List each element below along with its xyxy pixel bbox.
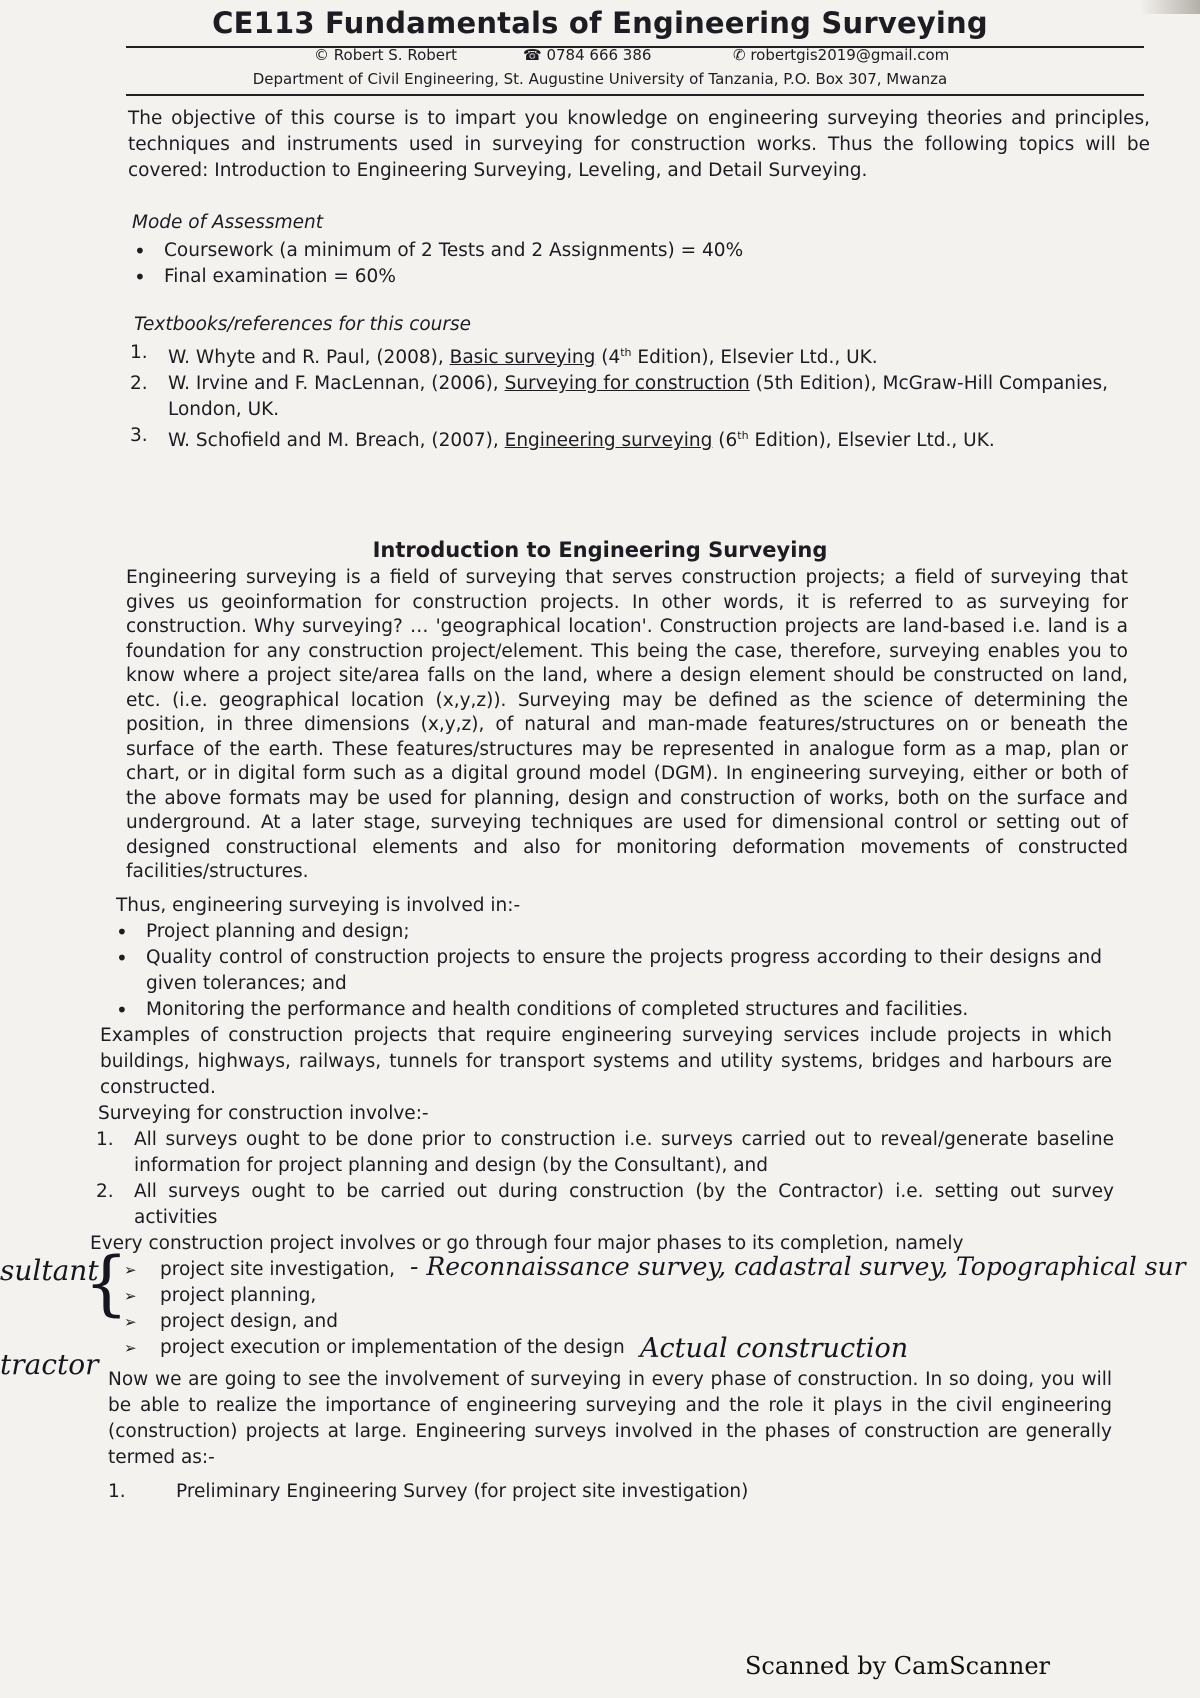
construction-item — [96, 1127, 1114, 1179]
construction-lead: Surveying for construction involve:- — [98, 1103, 429, 1124]
textbook-number: 3. — [130, 425, 148, 447]
phases-lead: Every construction project involves or go through four major phases to its completion, namely — [90, 1233, 964, 1254]
involved-lead: Thus, engineering surveying is involved in:- — [116, 895, 521, 916]
closing-paragraph: Now we are going to see the involvement of surveying in every phase of construction. In so doing, you will be able to realize the importance of engineering surveying and the role it plays in the civil engineering (construction) projects at large. Engineering surveys involved in the phases of construction are generally termed as:- — [108, 1369, 1112, 1468]
textbook-title: Basic surveying — [449, 347, 596, 369]
course-objective: The objective of this course is to impart you knowledge on engineering surveying theories and principles, techniques and instruments used in surveying for construction works. Thus the following topics will be covered: Introduction to Engineering Surveying, Leveling, and Detail Surveying. — [128, 108, 1150, 181]
author-email: ✆ robertgis2019@gmail.com — [733, 46, 950, 64]
document-title: CE113 Fundamentals of Engineering Surveying — [212, 6, 988, 40]
phase-item: ➢ project execution or implementation of the design — [124, 1335, 684, 1361]
construction-text: All surveys ought to be done prior to construction i.e. surveys carried out to reveal/generate baseline information for project planning and design (by the Consultant), and — [134, 1129, 1114, 1176]
textbook-edition: (6 — [712, 430, 738, 452]
construction-number: 2. — [96, 1181, 114, 1202]
construction-text: All surveys ought to be carried out during construction (by the Contractor) i.e. setting out survey activities — [134, 1181, 1114, 1228]
textbook-number: 2. — [130, 373, 148, 395]
textbooks-heading: Textbooks/references for this course — [134, 314, 472, 335]
section-heading: Introduction to Engineering Surveying — [372, 538, 828, 562]
header-rule-bottom — [126, 94, 1144, 96]
phase-item: ➢ project site investigation, — [124, 1257, 684, 1283]
textbook-item — [130, 371, 1110, 423]
survey-type-number: 1. — [108, 1481, 126, 1502]
assessment-item: • Final examination = 60% — [130, 264, 1030, 290]
phase-item: ➢ project design, and — [124, 1309, 684, 1335]
textbook-item — [130, 423, 1110, 454]
textbook-title: Engineering surveying — [504, 430, 713, 452]
textbooks-list — [130, 340, 1110, 454]
involved-item: • Project planning and design; — [112, 919, 1102, 945]
involved-item: • Monitoring the performance and health conditions of completed structures and facilities. — [112, 997, 1102, 1023]
textbook-authors: W. Whyte and R. Paul, (2008), — [168, 347, 450, 369]
textbook-publisher: Edition), Elsevier Ltd., UK. — [748, 430, 995, 452]
handwritten-contractor: tractor — [0, 1348, 99, 1381]
textbook-edition: (4 — [595, 347, 621, 369]
handwritten-actual-construction: Actual construction — [640, 1333, 909, 1364]
assessment-item: • Coursework (a minimum of 2 Tests and 2 Assignments) = 40% — [130, 238, 1030, 264]
handwritten-survey-types: - Reconnaissance survey, cadastral survey, Topographical sur — [410, 1252, 1186, 1281]
handwritten-brace: { — [84, 1242, 129, 1324]
involved-list — [112, 919, 1102, 1023]
survey-types-list — [108, 1479, 1008, 1505]
assessment-list — [130, 238, 1030, 290]
construction-list — [96, 1127, 1114, 1231]
textbook-authors: W. Irvine and F. MacLennan, (2006), — [168, 373, 505, 395]
textbook-edition-suffix: th — [737, 429, 749, 443]
textbook-publisher: Edition), Elsevier Ltd., UK. — [631, 347, 878, 369]
phase-item: ➢ project planning, — [124, 1283, 684, 1309]
textbook-authors: W. Schofield and M. Breach, (2007), — [168, 430, 505, 452]
author-phone: ☎ 0784 666 386 — [523, 46, 652, 64]
assessment-heading: Mode of Assessment — [132, 212, 323, 233]
survey-type-item — [108, 1479, 1008, 1505]
textbook-edition: (5th Edition), McGraw-Hill Companies, London, UK. — [168, 373, 1109, 421]
involved-item: • Quality control of construction projects to ensure the projects progress according to their designs and given tolerances; and — [112, 945, 1102, 997]
textbook-title: Surveying for construction — [504, 373, 750, 395]
scanner-watermark: Scanned by CamScanner — [744, 1652, 1050, 1680]
department-line: Department of Civil Engineering, St. Augustine University of Tanzania, P.O. Box 307, Mwanza — [252, 70, 948, 88]
construction-item — [96, 1179, 1114, 1231]
author-name: © Robert S. Robert — [314, 46, 458, 64]
textbook-item — [130, 340, 1110, 371]
examples-paragraph: Examples of construction projects that require engineering surveying services include projects in which buildings, highways, railways, tunnels for transport systems and utility systems, bridges and harbours are constructed. — [100, 1025, 1112, 1098]
survey-type-text: Preliminary Engineering Survey (for project site investigation) — [176, 1481, 749, 1502]
intro-body: Engineering surveying is a field of surveying that serves construction projects; a field of surveying that gives us geoinformation for construction projects. In other words, it is referred to as surveying for construction. Why surveying? … 'geographical location'. Construction projects are land-based i.e. land is a foundation for any construction project/element. This being the case, therefore, surveying enables you to know where a project site/area falls on the land, where a design element should be constructed on land, etc. (i.e. geographical location (x,y,z)). Surveying may be defined as the science of determining the position, in three dimensions (x,y,z), of natural and man-made features/structures on or beneath the surface of the earth. These features/structures may be represented in analogue form as a map, plan or chart, or in digital form such as a digital ground model (DGM). In engineering surveying, either or both of the above formats may be used for planning, design and construction of works, both on the surface and underground. At a later stage, surveying techniques are used for dimensional control or setting out of designed constructional elements and also for monitoring deformation movements of constructed facilities/structures. — [126, 567, 1128, 882]
handwritten-consultant: sultant — [0, 1254, 99, 1287]
textbook-edition-suffix: th — [620, 346, 632, 359]
construction-number: 1. — [96, 1129, 114, 1150]
textbook-number: 1. — [130, 342, 148, 363]
